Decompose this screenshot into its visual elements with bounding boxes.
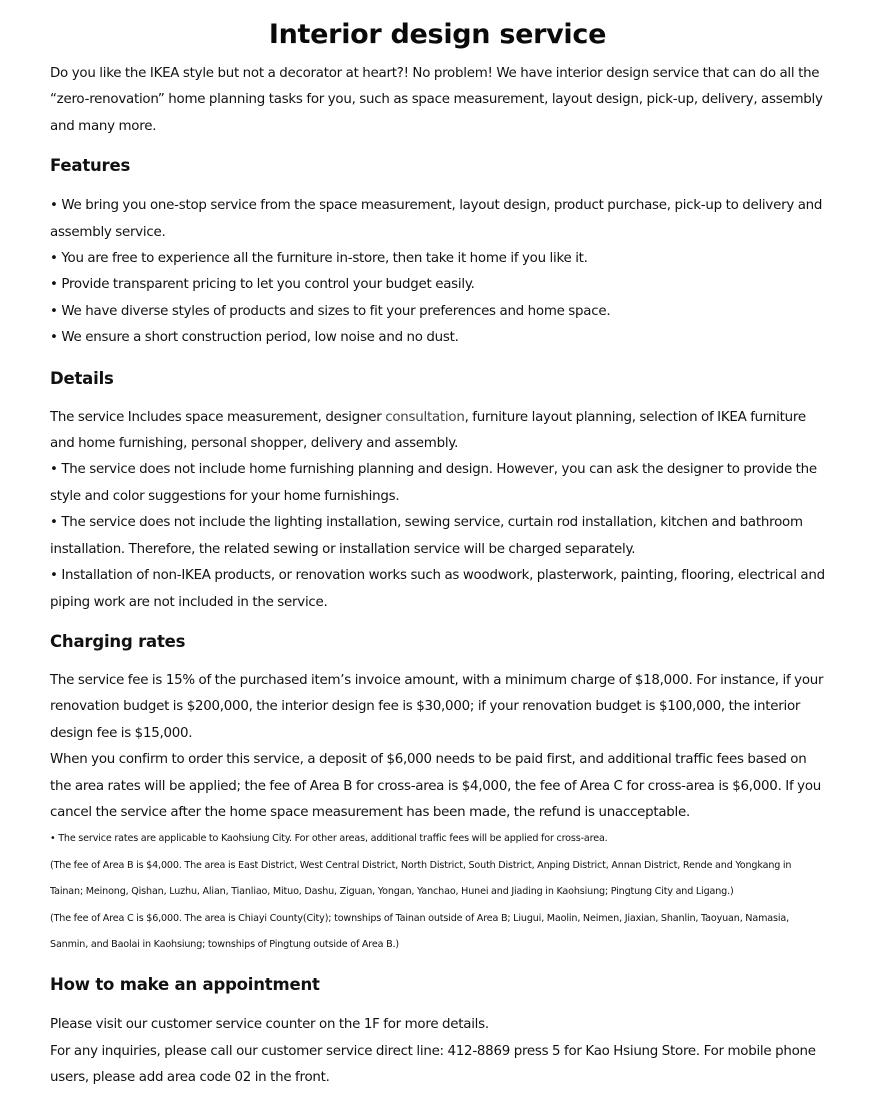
details-item: • The service does not include home furnishing planning and design. However, you can ask the designer to provide the style and color suggestions for your home furnishings. bbox=[50, 462, 817, 504]
details-item: • The service does not include the lighting installation, sewing service, curtain rod installation, kitchen and bathroom installation. Therefore, the related sewing or installation service will be charged separately. bbox=[50, 515, 803, 557]
appointment-heading: How to make an appointment bbox=[50, 975, 320, 995]
feature-item: • You are free to experience all the furniture in-store, then take it home if you like it. bbox=[50, 251, 588, 267]
appointment-paragraph: For any inquiries, please call our customer service direct line: 412-8869 press 5 for Kao Hsiung Store. For mobile phone users, please add area code 02 in the front. bbox=[50, 1043, 816, 1086]
area-b-note: (The fee of Area B is $4,000. The area is East District, West Central District, North District, South District, Anping District, Annan District, Rende and Yongkang in Tainan; Meinong, Qishan, Luzhu, Alian, Tianliao, Mituo, Dashu, Ziguan, Yongan, Yanchao, Hunei and Jiading in Kaohsiung; Pingtung City and Ligang.) bbox=[50, 859, 792, 898]
charging-paragraph: When you confirm to order this service, a deposit of $6,000 needs to be paid first, and additional traffic fees based on the area rates will be applied; the fee of Area B for cross-area is $4,000, the fee of Area C for cross-area is $6,000. If you cancel the service after the home space measurement has been made, the refund is unacceptable. bbox=[50, 752, 822, 820]
area-c-note: (The fee of Area C is $6,000. The area is Chiayi County(City); townships of Tainan outside of Area B; Liugui, Maolin, Neimen, Jiaxian, Shanlin, Taoyuan, Namasia, Sanmin, and Baolai in Kaohsiung; townships of Pingtung outside of Area B.) bbox=[50, 912, 789, 950]
consultation-term: consultation bbox=[385, 409, 465, 425]
details-section bbox=[50, 366, 825, 616]
feature-item: • Provide transparent pricing to let you control your budget easily. bbox=[50, 277, 475, 293]
details-intro bbox=[50, 405, 825, 458]
charging-paragraph: The service fee is 15% of the purchased item’s invoice amount, with a minimum charge of $18,000. For instance, if your renovation budget is $200,000, the interior design fee is $30,000; if your renovation budget is $100,000, the interior design fee is $15,000. bbox=[50, 672, 824, 741]
features-heading: Features bbox=[50, 156, 131, 176]
page-title: Interior design service bbox=[268, 19, 607, 50]
appointment-paragraph: Please visit our customer service counter on the 1F for more details. bbox=[50, 1017, 489, 1033]
feature-item: • We ensure a short construction period, low noise and no dust. bbox=[50, 330, 459, 346]
charging-heading: Charging rates bbox=[50, 631, 186, 651]
appointment-section bbox=[50, 972, 825, 1091]
feature-item: • We have diverse styles of products and sizes to fit your preferences and home space. bbox=[50, 303, 611, 319]
charging-section bbox=[50, 629, 825, 958]
details-heading: Details bbox=[50, 368, 114, 388]
details-intro-after: , furniture layout planning, selection of IKEA furniture and home furnishing, personal shopper, delivery and assembly. bbox=[50, 409, 806, 452]
intro-paragraph: Do you like the IKEA style but not a decorator at heart?! No problem! We have interior design service that can do all the “zero-renovation” home planning tasks for you, such as space measurement, layout design, pick-up, delivery, assembly and many more. bbox=[50, 66, 823, 134]
charging-note: • The service rates are applicable to Kaohsiung City. For other areas, additional traffic fees will be applied for cross-area. bbox=[50, 833, 608, 845]
details-item: • Installation of non-IKEA products, or renovation works such as woodwork, plasterwork, painting, flooring, electrical and piping work are not included in the service. bbox=[50, 568, 825, 610]
features-section bbox=[50, 153, 825, 351]
feature-item: • We bring you one-stop service from the space measurement, layout design, product purchase, pick-up to delivery and assembly service. bbox=[50, 198, 823, 240]
details-intro-before: The service Includes space measurement, designer bbox=[50, 409, 386, 425]
